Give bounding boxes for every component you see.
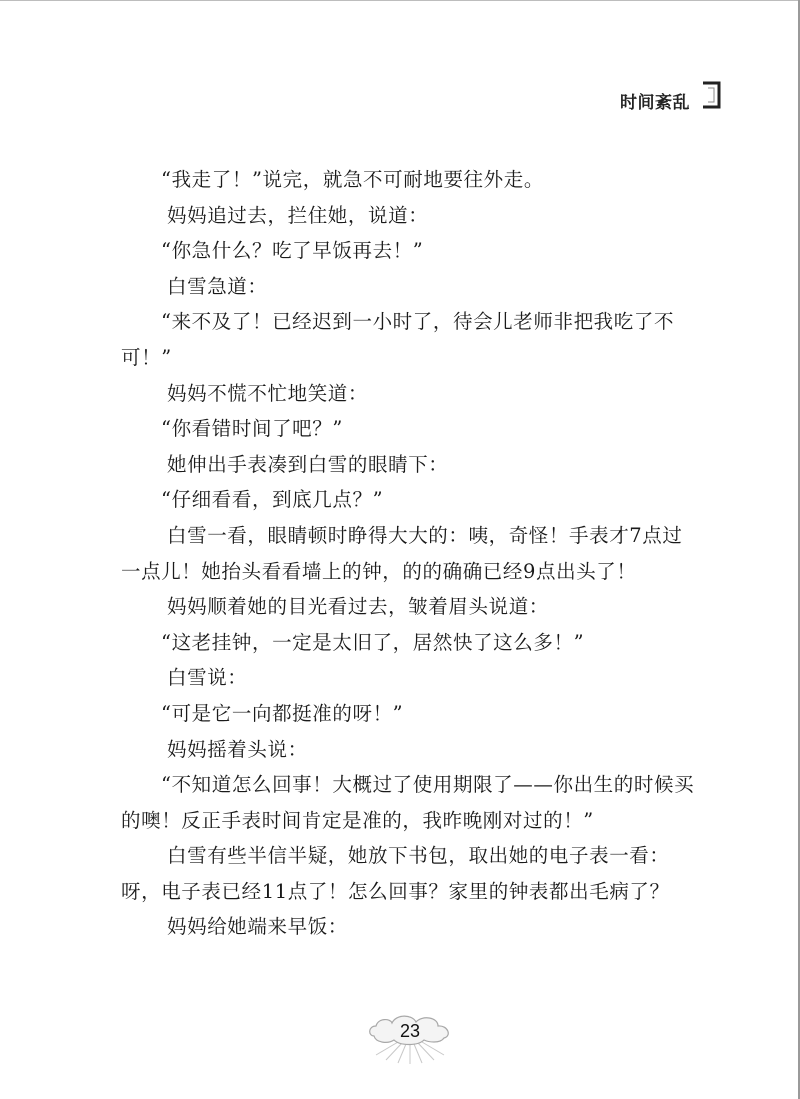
paragraph: “来不及了！已经迟到一小时了，待会儿老师非把我吃了不可！”	[121, 310, 675, 369]
paragraph: 妈妈给她端来早饭：	[167, 915, 348, 939]
paragraph: 妈妈追过去，拦住她，说道：	[167, 203, 429, 227]
page-footer	[360, 1006, 460, 1066]
paragraph: 妈妈摇着头说：	[167, 737, 308, 761]
paragraph: 白雪说：	[167, 666, 248, 690]
paragraph: 妈妈不慌不忙地笑道：	[167, 381, 369, 405]
paragraph: “仔细看看，到底几点？”	[161, 488, 384, 512]
paragraph: 她伸出手表凑到白雪的眼睛下：	[167, 452, 449, 476]
body-text	[121, 162, 701, 945]
paragraph: “你看错时间了吧？”	[161, 417, 343, 441]
header-bracket-icon	[700, 80, 722, 110]
paragraph: “这老挂钟，一定是太旧了，居然快了这么多！”	[161, 630, 585, 654]
running-header-title: 时间紊乱	[620, 93, 690, 113]
paragraph: “不知道怎么回事！大概过了使用期限了——你出生的时候买的噢！反正手表时间肯定是准的，我昨晚刚对过的！”	[121, 773, 695, 832]
paragraph: 白雪一看，眼睛顿时睁得大大的：咦，奇怪！手表才7点过一点儿！她抬头看看墙上的钟，的的确确已经9点出头了！	[121, 523, 683, 583]
page-number: 23	[399, 1021, 421, 1041]
paragraph: 白雪急道：	[167, 274, 268, 298]
paragraph: “我走了！”说完，就急不可耐地要往外走。	[161, 168, 544, 191]
paragraph: 妈妈顺着她的目光看过去，皱着眉头说道：	[167, 595, 549, 619]
paragraph: “你急什么？吃了早饭再去！”	[161, 239, 424, 263]
paragraph: 白雪有些半信半疑，她放下书包，取出她的电子表一看：呀，电子表已经11点了！怎么回事？家里的钟表都出毛病了？	[121, 844, 670, 903]
page-border-top	[0, 0, 798, 1]
paragraph: “可是它一向都挺准的呀！”	[161, 701, 404, 725]
